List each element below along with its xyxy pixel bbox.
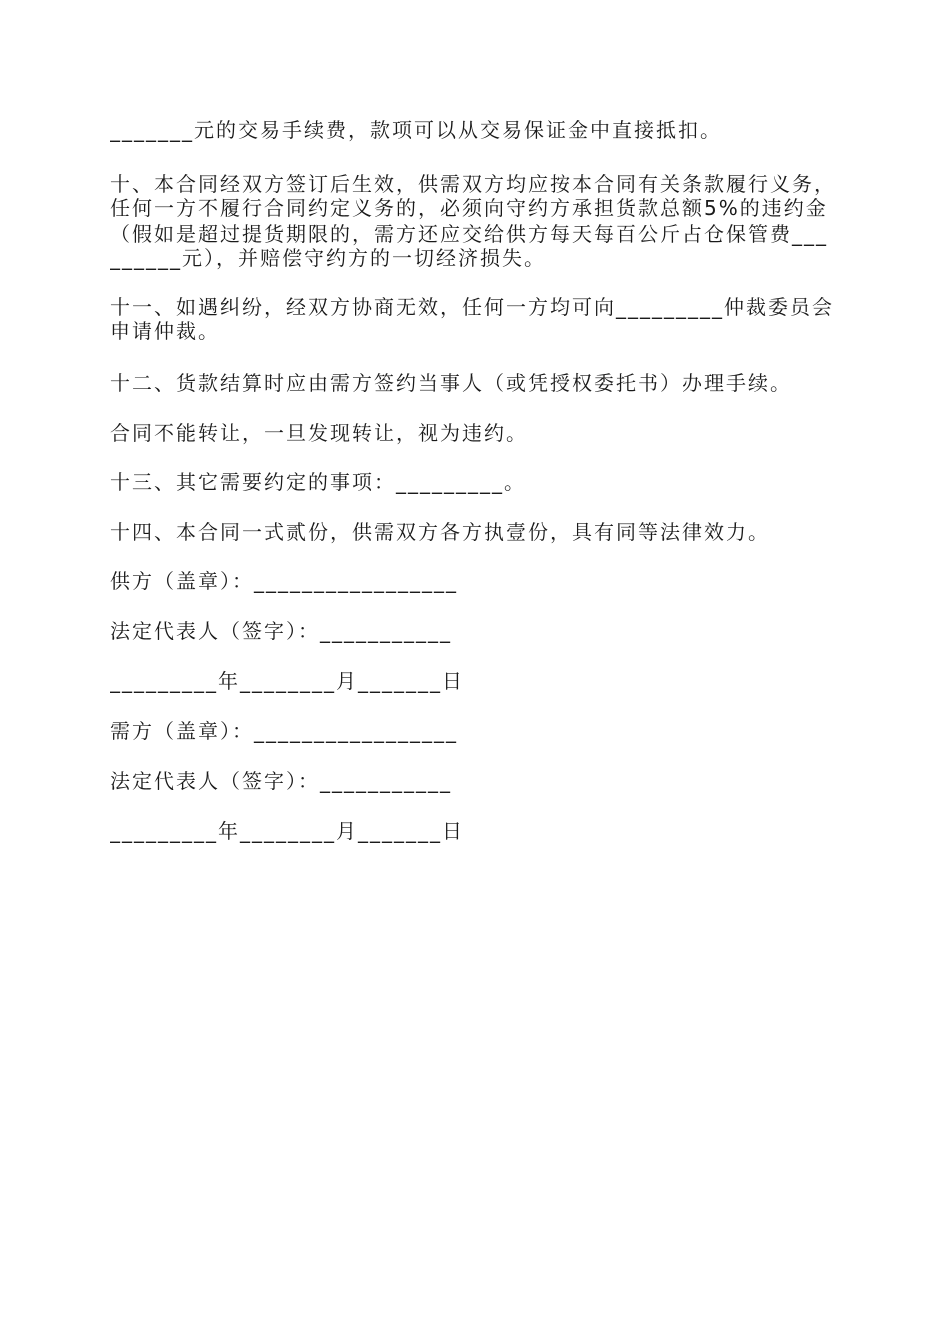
supplier-representative-line: 法定代表人（签字）：___________	[110, 619, 452, 643]
buyer-seal-line: 需方（盖章）：_________________	[110, 719, 458, 743]
clause-10-line-4: ______元），并赔偿守约方的一切经济损失。	[110, 246, 546, 270]
clause-10-line-3: （假如是超过提货期限的，需方还应交给供方每天每百公斤占仓保管费___	[110, 222, 828, 246]
buyer-date-line: _________年________月_______日	[110, 819, 464, 843]
clause-13-line: 十三、其它需要约定的事项：_________。	[110, 470, 526, 494]
clause-11-line-2: 申请仲裁。	[110, 319, 220, 343]
transaction-fee-line: _______元的交易手续费，款项可以从交易保证金中直接抵扣。	[110, 118, 722, 142]
clause-12-line: 十二、货款结算时应由需方签约当事人（或凭授权委托书）办理手续。	[110, 371, 792, 395]
clause-10-line-2: 任何一方不履行合同约定义务的，必须向守约方承担货款总额5%的违约金	[110, 196, 828, 220]
clause-10-line-1: 十、本合同经双方签订后生效，供需双方均应按本合同有关条款履行义务，	[110, 172, 836, 196]
no-transfer-line: 合同不能转让，一旦发现转让，视为违约。	[110, 421, 528, 445]
clause-11-line-1: 十一、如遇纠纷，经双方协商无效，任何一方均可向_________仲裁委员会	[110, 295, 834, 319]
clause-14-line: 十四、本合同一式贰份，供需双方各方执壹份，具有同等法律效力。	[110, 520, 770, 544]
buyer-representative-line: 法定代表人（签字）：___________	[110, 769, 452, 793]
supplier-seal-line: 供方（盖章）：_________________	[110, 569, 458, 593]
supplier-date-line: _________年________月_______日	[110, 669, 464, 693]
